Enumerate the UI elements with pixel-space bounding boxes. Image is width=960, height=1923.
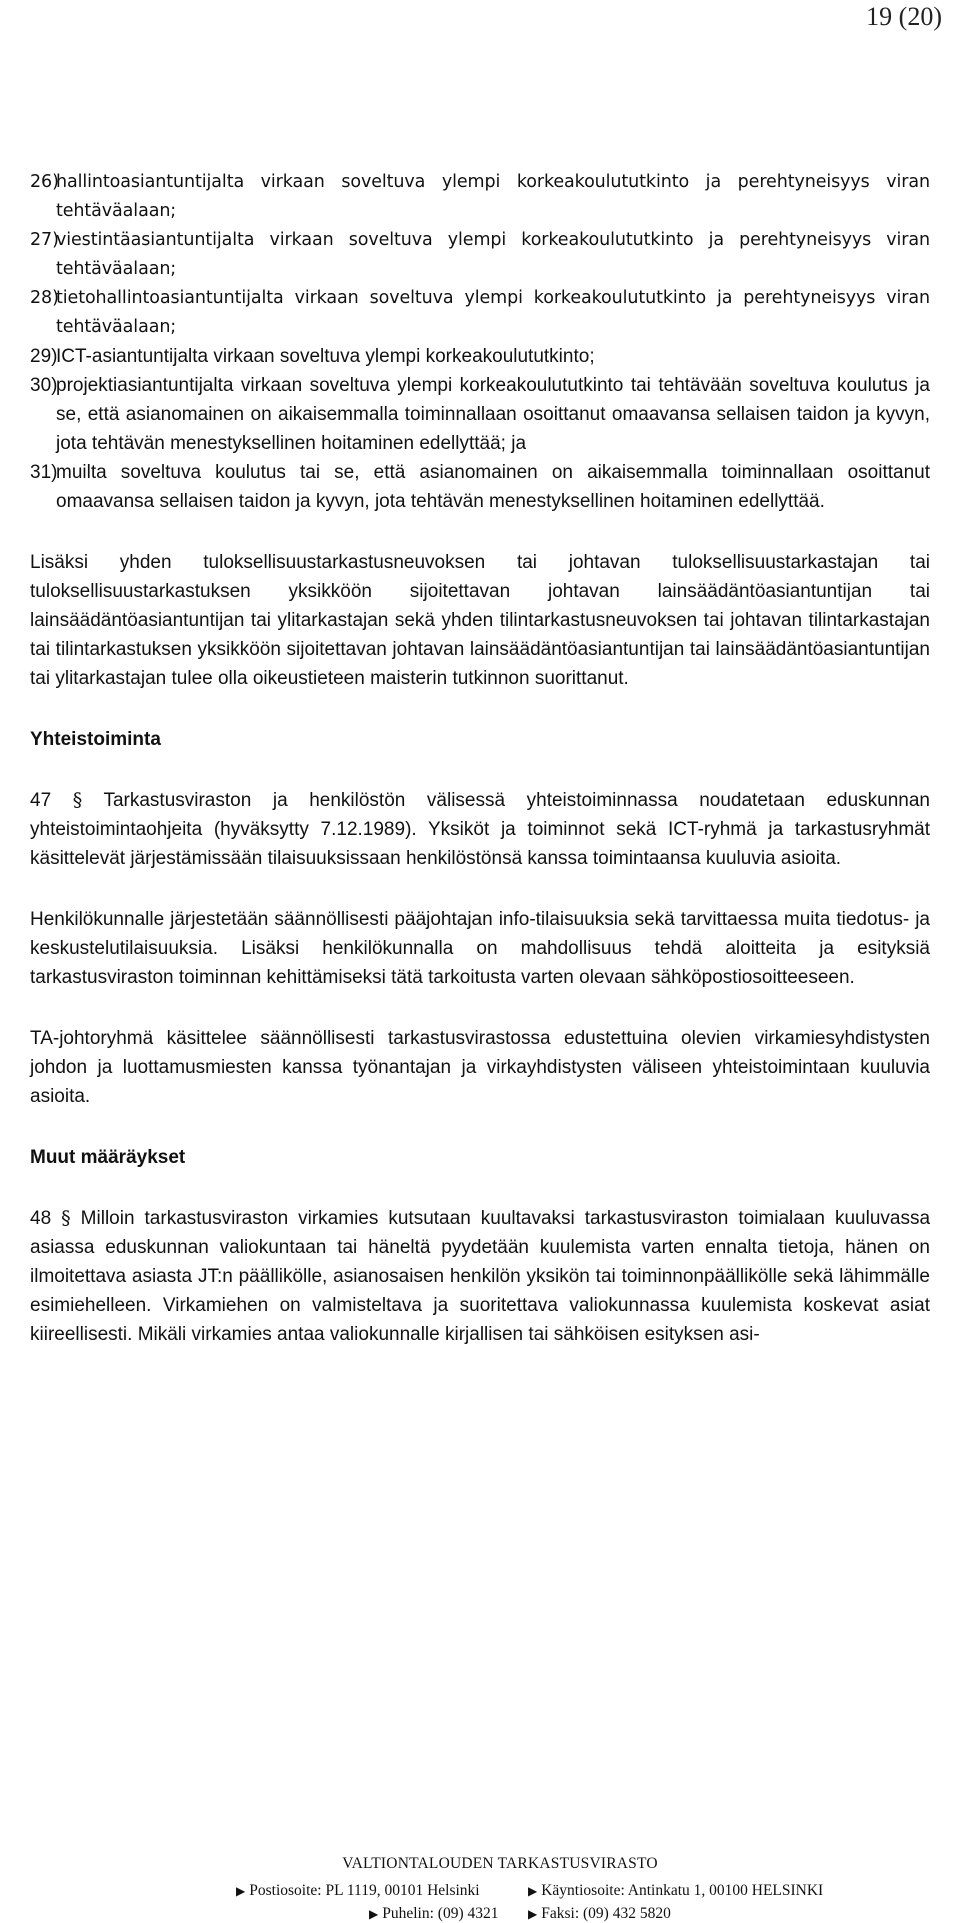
list-item-number: 31)	[30, 462, 58, 483]
list-item-number: 28)	[30, 288, 59, 308]
list-item	[30, 371, 930, 458]
list-item-text: viestintäasiantuntijalta virkaan soveltuva ylempi korkeakoulututkinto ja perehtyneisyys viran tehtäväalaan;	[56, 230, 930, 279]
arrow-right-icon: ▶	[236, 1884, 246, 1898]
footer-visit: ▶ Käyntiosoite: Antinkatu 1, 00100 HELSINKI	[528, 1882, 824, 1899]
list-item-text: projektiasiantuntijalta virkaan soveltuva ylempi korkeakoulututkinto tai tehtävään soveltuva koulutus ja se, että asianomainen on aikaisemmalla toiminnallaan osoittanut omaavansa sellaisen taidon ja kyvyn, jota tehtävän menestyksellinen hoitaminen edellyttää; ja	[56, 375, 930, 454]
list-item-text: tietohallintoasiantuntijalta virkaan soveltuva ylempi korkeakoulututkinto ja perehtyneisyys viran tehtäväalaan;	[56, 288, 930, 337]
footer-fax: ▶ Faksi: (09) 432 5820	[528, 1905, 671, 1922]
section-number: 48	[30, 1208, 52, 1229]
list-item	[30, 284, 930, 342]
section-heading-muut: Muut määräykset	[30, 1147, 186, 1168]
footer-organization: VALTIONTALOUDEN TARKASTUSVIRASTO	[342, 1855, 658, 1872]
section-heading-yhteistoiminta: Yhteistoiminta	[30, 729, 161, 750]
paragraph-ta-johtoryhma: TA-johtoryhmä käsittelee säännöllisesti tarkastusvirastossa edustettuina olevien virkamiesyhdistysten johdon ja luottamusmiesten kanssa työnantajan ja virkayhdistysten väliseen yhteistoimintaan kuuluvia asioita.	[30, 1028, 930, 1107]
list-item	[30, 458, 930, 516]
list-item	[30, 342, 930, 371]
arrow-right-icon: ▶	[369, 1907, 379, 1921]
section-sign-icon: §	[61, 1207, 71, 1229]
list-item	[30, 168, 930, 226]
section-text: Tarkastusviraston ja henkilöstön välisessä yhteistoiminnassa noudatetaan eduskunnan yhteistoimintaohjeita (hyväksytty 7.12.1989). Yksiköt ja toiminnot sekä ICT-ryhmä ja tarkastusryhmät käsittelevät järjestämissään tilaisuuksissaan henkilöstönsä kanssa toimintaansa kuuluvia asioita.	[30, 790, 930, 869]
footer-phone: ▶ Puhelin: (09) 4321	[369, 1905, 499, 1922]
page-number: 19 (20)	[866, 2, 942, 31]
paragraph-henkilokunnalle: Henkilökunnalle järjestetään säännöllisesti pääjohtajan info-tilaisuuksia sekä tarvittaessa muita tiedotus- ja keskustelutilaisuuksia. Lisäksi henkilökunnalla on mahdollisuus tehdä aloitteita ja esityksiä tarkastusviraston toiminnan kehittämiseksi tätä tarkoitusta varten olevaan sähköpostiosoitteeseen.	[30, 909, 930, 988]
list-item-text: hallintoasiantuntijalta virkaan soveltuva ylempi korkeakoulututkinto ja perehtyneisyys viran tehtäväalaan;	[56, 172, 930, 221]
list-item-number: 29)	[30, 346, 58, 367]
section-number: 47	[30, 790, 52, 811]
document-body	[30, 168, 930, 1349]
qualification-list	[30, 168, 930, 516]
arrow-right-icon: ▶	[528, 1884, 538, 1898]
paragraph-lisaksi: Lisäksi yhden tuloksellisuustarkastusneuvoksen tai johtavan tuloksellisuustarkastajan tai tuloksellisuustarkastuksen yksikköön sijoitettavan johtavan lainsäädäntöasiantuntijan tai lainsäädäntöasiantuntijan tai ylitarkastajan sekä yhden tilintarkastusneuvoksen tai johtavan tilintarkastajan tai tilintarkastuksen yksikköön sijoitettavan johtavan lainsäädäntöasiantuntijan tai lainsäädäntöasiantuntijan tai ylitarkastajan tulee olla oikeustieteen maisterin tutkinnon suorittanut.	[30, 552, 930, 689]
section-sign-icon: §	[72, 789, 83, 811]
arrow-right-icon: ▶	[528, 1907, 538, 1921]
list-item-number: 26)	[30, 172, 59, 192]
section-48	[30, 1204, 930, 1349]
footer-postal: ▶ Postiosoite: PL 1119, 00101 Helsinki	[236, 1882, 480, 1899]
list-item-text: muilta soveltuva koulutus tai se, että asianomainen on aikaisemmalla toiminnallaan osoittanut omaavansa sellaisen taidon ja kyvyn, jota tehtävän menestyksellinen hoitaminen edellyttää.	[56, 462, 930, 512]
list-item	[30, 226, 930, 284]
section-47	[30, 786, 930, 873]
list-item-number: 30)	[30, 375, 58, 396]
list-item-text: ICT-asiantuntijalta virkaan soveltuva ylempi korkeakoulututkinto;	[56, 346, 595, 367]
section-text: Milloin tarkastusviraston virkamies kutsutaan kuultavaksi tarkastusviraston toimialaan kuuluvassa asiassa eduskunnan valiokuntaan tai häneltä pyydetään kuulemista varten ennalta tietoja, hänen on ilmoitettava asiasta JT:n päällikölle, asianosaisen henkilön yksikön tai toiminnonpäällikölle sekä lähimmälle esimiehelleen. Virkamiehen on valmisteltava ja suoritettava valiokunnassa kuulemista koskevat asiat kiireellisesti. Mikäli virkamies antaa valiokunnalle kirjallisen tai sähköisen esityksen asi-	[30, 1208, 931, 1345]
list-item-number: 27)	[30, 230, 59, 250]
